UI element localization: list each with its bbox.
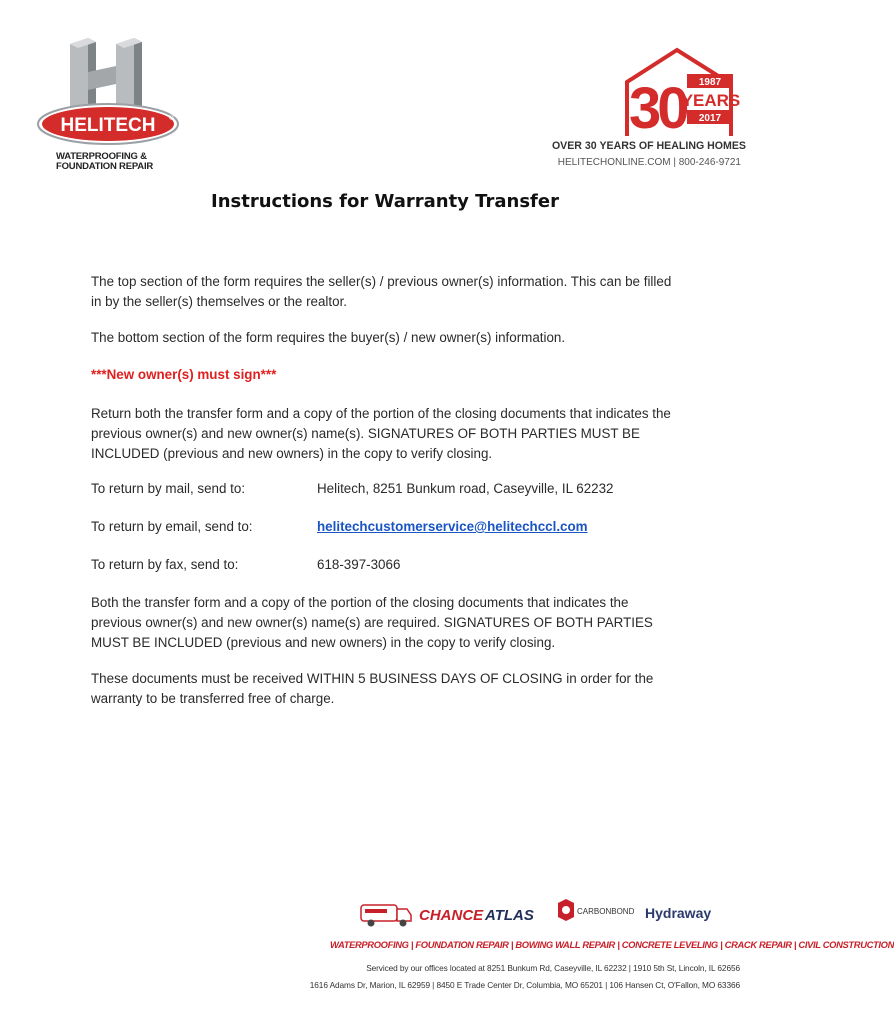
fax-number: 618-397-3066 bbox=[317, 557, 401, 572]
tagline: OVER 30 YEARS OF HEALING HOMES bbox=[551, 140, 746, 152]
anniversary-number: 30 bbox=[629, 76, 686, 141]
offices-line-1: Serviced by our offices located at 8251 Bunkum Rd, Caseyville, IL 62232 | 1910 5th St, Lincoln, IL 62656 bbox=[366, 963, 740, 973]
brand-hydraway: Hydraway bbox=[645, 905, 712, 921]
truck-icon bbox=[361, 905, 411, 927]
carbonbond-icon bbox=[558, 899, 574, 921]
brand-sub-line2: FOUNDATION REPAIR bbox=[56, 161, 154, 172]
email-label: To return by email, send to: bbox=[91, 519, 253, 534]
email-link[interactable]: helitechcustomerservice@helitechccl.com bbox=[317, 519, 588, 534]
trademark-mark: ® bbox=[169, 115, 175, 122]
website-phone: HELITECHONLINE.COM | 800-246-9721 bbox=[557, 157, 741, 168]
anniversary-start: 1987 bbox=[698, 77, 722, 88]
mail-label: To return by mail, send to: bbox=[91, 481, 246, 496]
services-line: WATERPROOFING | FOUNDATION REPAIR | BOWING WALL REPAIR | CONCRETE LEVELING | CRACK REPAIR | CIVIL CONSTRUCTION bbox=[330, 939, 894, 950]
paragraph-seller-info: The top section of the form requires the seller(s) / previous owner(s) information. This can be filled in by the seller(s) themselves or the realtor. bbox=[91, 274, 672, 309]
sign-note: ***New owner(s) must sign*** bbox=[91, 367, 277, 382]
brand-atlas: ATLAS bbox=[485, 907, 534, 924]
helitech-h-icon bbox=[30, 36, 185, 148]
anniversary-end: 2017 bbox=[698, 113, 722, 124]
thirty-years-logo bbox=[615, 44, 740, 140]
paragraph-deadline: These documents must be received WITHIN 5 BUSINESS DAYS OF CLOSING in order for the warranty to be transferred free of charge. bbox=[91, 671, 654, 706]
page-title: Instructions for Warranty Transfer bbox=[211, 191, 559, 212]
offices-line-2: 1616 Adams Dr, Marion, IL 62959 | 8450 E Trade Center Dr, Columbia, MO 65201 | 106 Hansen Ct, O'Fallon, MO 63366 bbox=[309, 980, 740, 990]
mail-address: Helitech, 8251 Bunkum road, Caseyville, IL 62232 bbox=[317, 481, 614, 496]
helitech-brand-text: HELITECH bbox=[60, 115, 156, 136]
paragraph-buyer-info: The bottom section of the form requires the buyer(s) / new owner(s) information. bbox=[91, 330, 566, 345]
house-outline-icon bbox=[615, 44, 740, 140]
paragraph-requirements: Both the transfer form and a copy of the portion of the closing documents that indicates the previous owner(s) and new owner(s) name(s) are required. SIGNATURES OF BOTH PARTIES MUST BE INCLUDED (previous and new owners) in the copy to verify closing. bbox=[91, 595, 653, 650]
anniversary-word: YEARS bbox=[681, 91, 741, 110]
brand-chance: CHANCE bbox=[419, 907, 484, 924]
fax-label: To return by fax, send to: bbox=[91, 557, 239, 572]
brand-carbonbond: CARBONBOND bbox=[577, 907, 635, 916]
footer-logos-svg bbox=[355, 893, 745, 933]
brand-sub-line1: WATERPROOFING & bbox=[56, 151, 147, 162]
paragraph-return-docs: Return both the transfer form and a copy of the portion of the closing documents that indicates the previous owner(s) and new owner(s) name(s). SIGNATURES OF BOTH PARTIES MUST BE INCLUDED (previous and new owners) in the copy to verify closing. bbox=[91, 406, 671, 461]
helitech-logo bbox=[30, 36, 185, 176]
footer-brand-logos bbox=[355, 893, 745, 933]
